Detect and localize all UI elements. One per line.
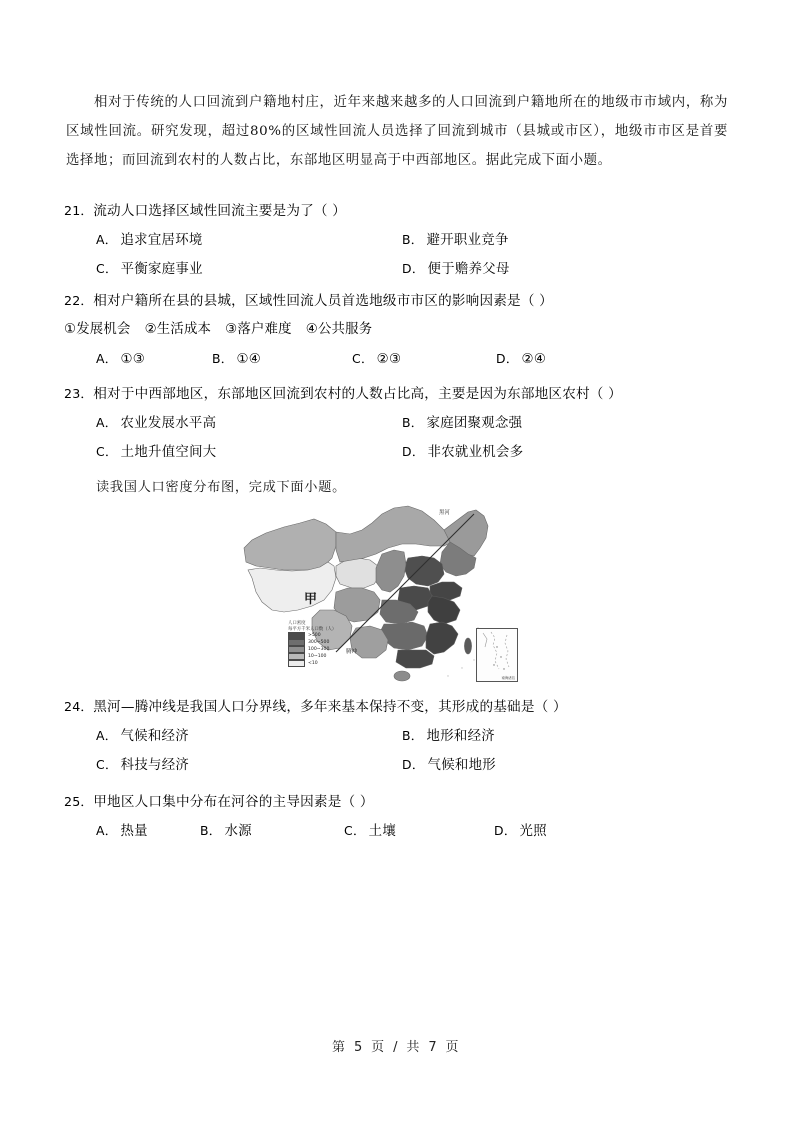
- question-22-stem: [64, 288, 728, 314]
- option-text: ①④: [236, 352, 262, 367]
- question-23-option-c[interactable]: [96, 439, 217, 466]
- legend-label: 300~500: [308, 640, 330, 646]
- option-label: C．: [96, 757, 118, 772]
- question-25-text: 甲地区人口集中分布在河谷的主导因素是（ ）: [93, 794, 374, 810]
- question-24-options-row-1: [64, 723, 728, 749]
- option-label: B．: [402, 415, 424, 430]
- question-24-option-a[interactable]: [96, 723, 189, 750]
- question-22-option-b[interactable]: [212, 346, 261, 373]
- map-legend: [288, 621, 362, 666]
- legend-entry: [288, 646, 362, 652]
- south-china-sea-inset: [476, 628, 518, 682]
- question-21-option-c[interactable]: [96, 256, 203, 283]
- subitem-2: ②生活成本: [144, 322, 212, 337]
- option-text: ①③: [120, 352, 146, 367]
- option-label: C．: [96, 261, 118, 276]
- option-label: D．: [402, 757, 425, 772]
- question-24: [64, 694, 728, 778]
- question-22-text: 相对户籍所在县的县城，区域性回流人员首选地级市市区的影响因素是（ ）: [93, 293, 553, 309]
- option-label: B．: [212, 351, 234, 366]
- option-label: A．: [96, 232, 118, 247]
- legend-label: <10: [308, 660, 318, 666]
- question-21-stem: [64, 198, 728, 224]
- question-22-options-row: [64, 346, 728, 372]
- legend-label: 100~300: [308, 646, 330, 652]
- option-text: 水源: [224, 824, 252, 839]
- page-footer: 第 5 页 / 共 7 页: [332, 1040, 461, 1055]
- option-text: 非农就业机会多: [427, 445, 524, 460]
- option-label: D．: [496, 351, 519, 366]
- option-label: C．: [96, 444, 118, 459]
- question-25-option-a[interactable]: [96, 818, 148, 845]
- option-text: ②④: [521, 352, 547, 367]
- question-24-options-row-2: [64, 752, 728, 778]
- question-21-option-a[interactable]: [96, 227, 203, 254]
- map-label-jia: 甲: [304, 592, 318, 607]
- option-text: 土地升值空间大: [120, 445, 217, 460]
- question-22: [64, 288, 728, 372]
- question-21-text: 流动人口选择区域性回流主要是为了（ ）: [93, 203, 347, 219]
- population-density-map-figure: [186, 500, 528, 686]
- option-text: 气候和经济: [120, 729, 189, 744]
- option-label: B．: [402, 232, 424, 247]
- question-21-options-row-2: [64, 256, 728, 282]
- question-23-option-d[interactable]: [402, 439, 523, 466]
- question-24-option-d[interactable]: [402, 752, 496, 779]
- legend-entry: [288, 660, 362, 666]
- province-hainan: [394, 671, 410, 681]
- option-text: 热量: [120, 824, 148, 839]
- question-25-options-row: [64, 818, 728, 844]
- option-text: 地形和经济: [426, 729, 495, 744]
- option-text: 科技与经济: [120, 758, 190, 773]
- province-guangdong: [396, 650, 434, 668]
- option-text: 气候和地形: [427, 758, 496, 773]
- option-label: C．: [352, 351, 374, 366]
- question-21: [64, 198, 728, 282]
- question-21-number: 21．: [64, 203, 94, 218]
- legend-title-line-2: 每平方千米人口数（人）: [288, 626, 337, 632]
- question-24-option-c[interactable]: [96, 752, 189, 779]
- option-label: A．: [96, 415, 118, 430]
- option-text: 家庭团聚观念强: [426, 416, 523, 431]
- question-23-options-row-1: [64, 410, 728, 436]
- legend-label: >500: [308, 633, 321, 639]
- option-text: 追求宜居环境: [120, 233, 203, 248]
- legend-entry: [288, 633, 362, 639]
- question-25: [64, 789, 728, 844]
- option-label: D．: [494, 823, 517, 838]
- option-text: 土壤: [368, 824, 397, 839]
- question-22-subitems: [64, 317, 728, 343]
- question-21-option-b[interactable]: [402, 227, 509, 254]
- question-25-stem: [64, 789, 728, 815]
- question-22-option-a[interactable]: [96, 346, 145, 373]
- legend-label: 10~100: [308, 653, 327, 659]
- question-23: [64, 381, 728, 465]
- question-23-options-row-2: [64, 439, 728, 465]
- province-taiwan: [464, 638, 471, 654]
- option-label: B．: [200, 823, 222, 838]
- question-23-option-a[interactable]: [96, 410, 216, 437]
- option-label: A．: [96, 351, 118, 366]
- option-label: D．: [402, 444, 425, 459]
- question-25-number: 25．: [64, 794, 94, 809]
- question-23-option-b[interactable]: [402, 410, 522, 437]
- option-label: D．: [402, 261, 425, 276]
- option-label: B．: [402, 728, 424, 743]
- question-24-option-b[interactable]: [402, 723, 495, 750]
- inset-map: [477, 629, 517, 681]
- legend-swatch: [288, 660, 305, 667]
- question-23-stem: [64, 381, 728, 407]
- intro-passage: 相对于传统的人口回流到户籍地村庄，近年来越来越多的人口回流到户籍地所在的地级市市域内，称为区域性回流。研究发现，超过80%的区域性回流人员选择了回流到城市（县城或市区），地级市市区是首要选择地；而回流到农村的人数占比，东部地区明显高于中西部地区。据此完成下面小题。: [66, 95, 728, 168]
- question-25-option-d[interactable]: [494, 818, 547, 845]
- option-text: 平衡家庭事业: [120, 262, 203, 277]
- subitem-1: ①发展机会: [64, 322, 131, 337]
- subitem-3: ③落户难度: [225, 322, 292, 337]
- province-qinghai: [336, 558, 380, 588]
- question-23-number: 23．: [64, 386, 94, 401]
- question-21-options-row-1: [64, 227, 728, 253]
- question-22-option-d[interactable]: [496, 346, 546, 373]
- option-text: 便于赡养父母: [427, 262, 510, 277]
- legend-entry: [288, 653, 362, 659]
- option-text: 农业发展水平高: [120, 416, 217, 431]
- option-label: A．: [96, 728, 118, 743]
- question-24-text: 黑河—腾冲线是我国人口分界线，多年来基本保持不变，其形成的基础是（ ）: [93, 699, 567, 715]
- option-text: 避开职业竞争: [426, 233, 509, 248]
- question-23-text: 相对于中西部地区，东部地区回流到农村的人数占比高，主要是因为东部地区农村（ ）: [93, 386, 622, 402]
- option-text: ②③: [376, 352, 402, 367]
- question-21-option-d[interactable]: [402, 256, 510, 283]
- question-22-number: 22．: [64, 293, 94, 308]
- option-label: C．: [344, 823, 366, 838]
- subitem-4: ④公共服务: [305, 322, 373, 337]
- inset-caption: 南海诸岛: [501, 676, 515, 680]
- question-24-stem: [64, 694, 728, 720]
- option-label: A．: [96, 823, 118, 838]
- option-text: 光照: [519, 824, 547, 839]
- question-22-option-c[interactable]: [352, 346, 401, 373]
- question-25-option-c[interactable]: [344, 818, 396, 845]
- legend-title-line-1: 人口密度: [288, 621, 306, 626]
- question-25-option-b[interactable]: [200, 818, 252, 845]
- question-24-number: 24．: [64, 699, 94, 714]
- figure-lead-in: 读我国人口密度分布图，完成下面小题。: [96, 480, 346, 495]
- map-label-tengchong: 腾冲: [346, 649, 358, 655]
- map-label-heihe: 黑河: [439, 510, 450, 516]
- legend-entry: [288, 640, 362, 646]
